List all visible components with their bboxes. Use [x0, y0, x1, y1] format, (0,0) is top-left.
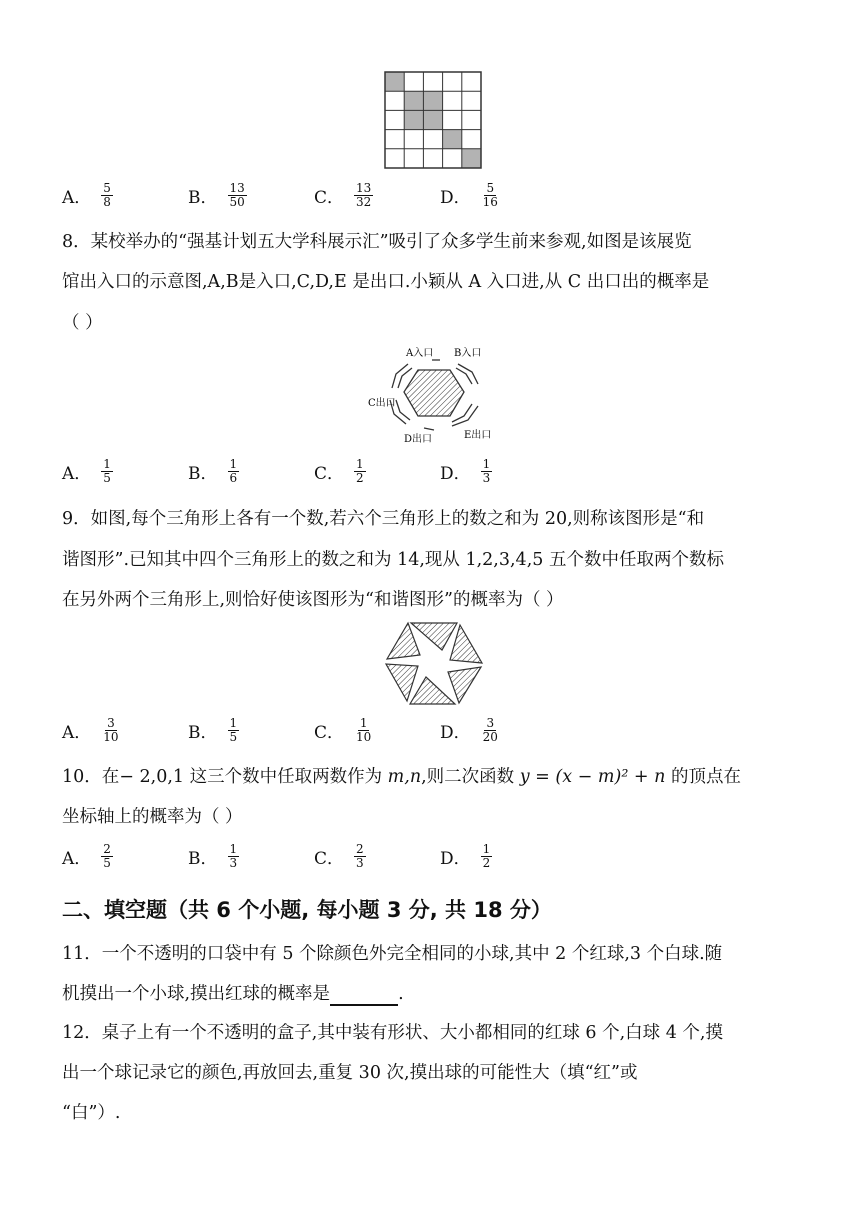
hall-center: [404, 370, 464, 416]
q8-option-a: A． $\frac{1}{5}$: [62, 457, 111, 485]
label-d-exit: D出口: [404, 434, 433, 445]
section-2-heading: 二、填空题（共 6 个小题, 每小题 3 分, 共 18 分）: [62, 898, 552, 922]
q8-line-2: 馆出入口的示意图,A,B是入口,C,D,E 是出口.小颖从 A 入口进,从 C 出口出的概率是: [62, 272, 710, 292]
q10-line-1: 10．在− 2,0,1 这三个数中任取两数作为 m,n,则二次函数 y = (x − m)² + n 的顶点在: [62, 767, 741, 787]
q9-option-a: A． $\frac{3}{10}$: [62, 716, 119, 744]
label-a-entrance: A入口: [406, 348, 434, 359]
q7-option-d: D． $\frac{5}{16}$: [440, 181, 498, 209]
q10-option-b: B． $\frac{1}{3}$: [188, 842, 238, 870]
q11-answer-blank[interactable]: [330, 986, 398, 1006]
q8-option-d: D． $\frac{1}{3}$: [440, 457, 491, 485]
q9-hexagon-figure: [384, 620, 484, 706]
shaded-cells: [385, 72, 481, 168]
q7-option-c: C． $\frac{13}{32}$: [314, 181, 372, 209]
q7-option-a: A． $\frac{5}{8}$: [62, 181, 111, 209]
label-c-exit: C出口: [368, 398, 396, 409]
q7-grid-figure: [384, 71, 482, 169]
q9-option-d: D． $\frac{3}{20}$: [440, 716, 498, 744]
q8-option-c: C． $\frac{1}{2}$: [314, 457, 364, 485]
q10-formula: y = (x − m)² + n: [519, 767, 666, 787]
triangles: [386, 623, 482, 704]
q8-line-1: 8．某校举办的“强基计划五大学科展示汇”吸引了众多学生前来参观,如图是该展览: [62, 232, 692, 252]
q8-hall-figure: [368, 342, 504, 448]
q12-line-2: 出一个球记录它的颜色,再放回去,重复 30 次,摸出球的可能性大（填“红”或: [62, 1063, 638, 1083]
q12-line-1: 12．桌子上有一个不透明的盒子,其中装有形状、大小都相同的红球 6 个,白球 4 个,摸: [62, 1023, 723, 1043]
q8-line-3: （ ）: [62, 313, 103, 333]
q9-line-1: 9．如图,每个三角形上各有一个数,若六个三角形上的数之和为 20,则称该图形是“和: [62, 509, 705, 529]
q10-vars: m,n: [387, 767, 422, 787]
q7-option-b: B． $\frac{13}{50}$: [188, 181, 245, 209]
q9-option-b: B． $\frac{1}{5}$: [188, 716, 238, 744]
q10-line-2: 坐标轴上的概率为（ ）: [62, 807, 243, 827]
q10-option-a: A． $\frac{2}{5}$: [62, 842, 111, 870]
label-b-entrance: B入口: [454, 348, 482, 359]
q12-line-3: “白”）.: [62, 1103, 121, 1123]
label-e-exit: E出口: [464, 430, 492, 441]
q8-option-b: B． $\frac{1}{6}$: [188, 457, 238, 485]
q11-line-1: 11．一个不透明的口袋中有 5 个除颜色外完全相同的小球,其中 2 个红球,3 个白球.随: [62, 944, 723, 964]
q11-line-2: 机摸出一个小球,摸出红球的概率是 .: [62, 984, 404, 1004]
q9-line-2: 谐图形”.已知其中四个三角形上的数之和为 14,现从 1,2,3,4,5 五个数中任取两个数标: [62, 550, 724, 570]
q9-line-3: 在另外两个三角形上,则恰好使该图形为“和谐图形”的概率为（ ）: [62, 590, 564, 610]
q10-option-d: D． $\frac{1}{2}$: [440, 842, 491, 870]
q10-option-c: C． $\frac{2}{3}$: [314, 842, 364, 870]
q9-option-c: C． $\frac{1}{10}$: [314, 716, 372, 744]
